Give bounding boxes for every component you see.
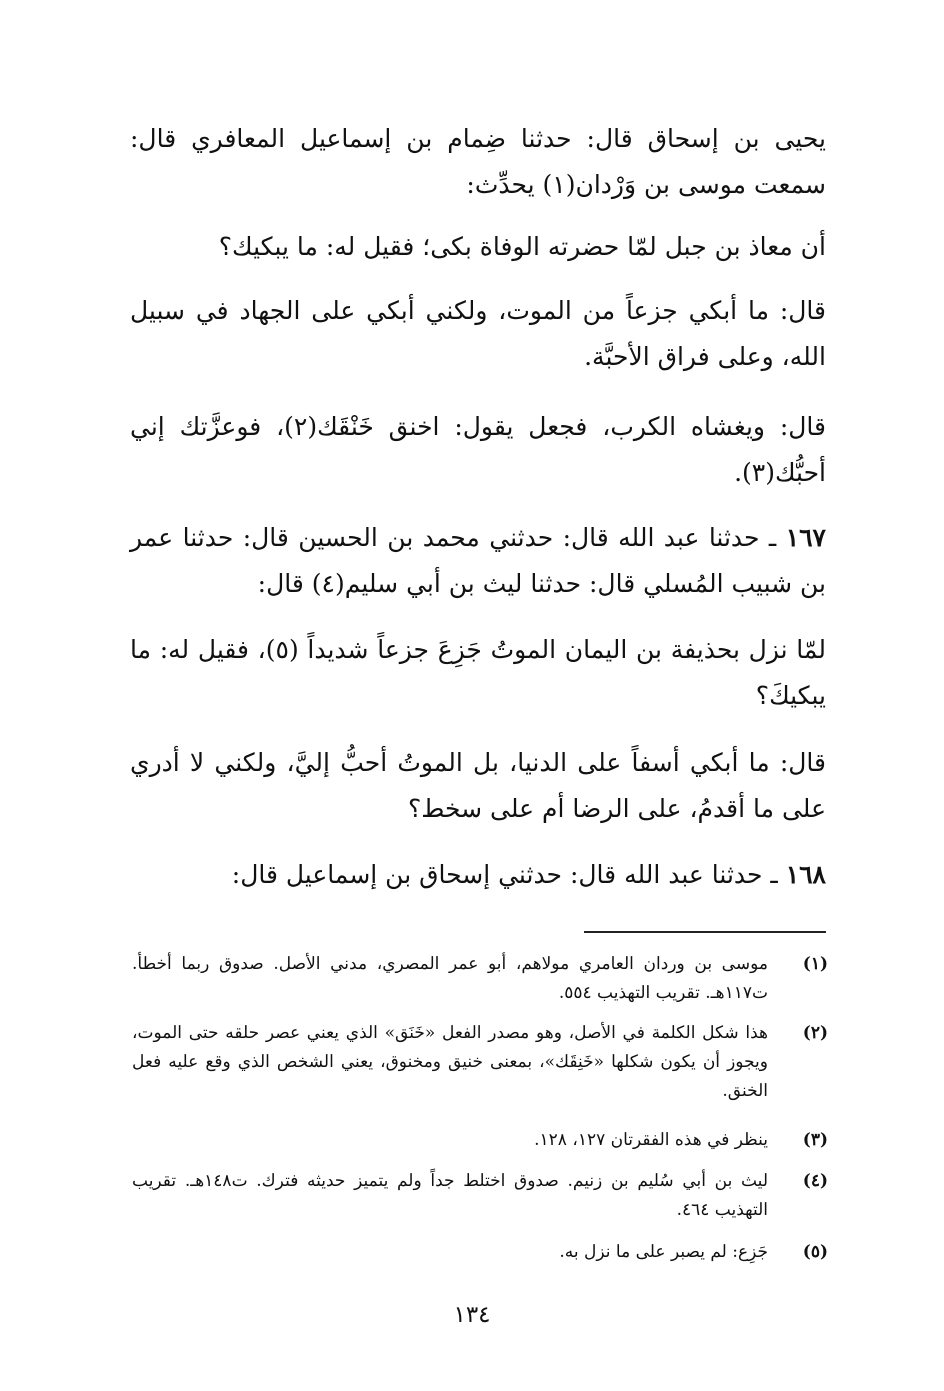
footnote-marker: (٣) bbox=[802, 1130, 828, 1150]
footnote-text: جَزِع: لم يصبر على ما نزل به. bbox=[559, 1242, 768, 1262]
footnote-marker: (٤) bbox=[802, 1171, 828, 1191]
footnote-3 bbox=[132, 1126, 828, 1155]
paragraph-text: قال: ما أبكي جزعاً من الموت، ولكني أبكي على الجهاد في سبيل الله، وعلى فراق الأحبَّة. bbox=[130, 296, 826, 371]
paragraph-text: ـ حدثنا عبد الله قال: حدثني محمد بن الحسين قال: حدثنا عمر بن شبيب المُسلي قال: حدثنا ليث بن أبي سليم(٤) قال: bbox=[130, 523, 826, 598]
footnote-marker: (٢) bbox=[802, 1023, 828, 1043]
footnote-1 bbox=[132, 950, 828, 1008]
paragraph-hudhayfa-narration bbox=[130, 627, 826, 719]
footnote-marker: (٥) bbox=[802, 1242, 828, 1262]
paragraph-hudhayfa-reply bbox=[130, 740, 826, 832]
paragraph-text: قال: ما أبكي أسفاً على الدنيا، بل الموتُ أحبُّ إليَّ، ولكني لا أدري على ما أقدمُ، على الرضا أم على سخط؟ bbox=[130, 748, 826, 823]
paragraph-isnad-1 bbox=[130, 116, 826, 208]
paragraph-narration-167 bbox=[130, 515, 826, 607]
footnote-4 bbox=[132, 1167, 828, 1225]
paragraph-muadh-reply bbox=[130, 288, 826, 380]
footnote-divider bbox=[584, 931, 826, 933]
footnote-text: ينظر في هذه الفقرتان ١٢٧، ١٢٨. bbox=[534, 1130, 768, 1150]
footnote-2 bbox=[132, 1019, 828, 1106]
paragraph-narration-168 bbox=[130, 852, 826, 898]
paragraph-text: يحيى بن إسحاق قال: حدثنا ضِمام بن إسماعيل المعافري قال: سمعت موسى بن وَرْدان(١) يحدِّث: bbox=[130, 124, 826, 199]
paragraph-muadh-death bbox=[130, 404, 826, 496]
paragraph-text: لمّا نزل بحذيفة بن اليمان الموتُ جَزِعَ جزعاً شديداً (٥)، فقيل له: ما يبكيكَ؟ bbox=[130, 635, 826, 710]
footnote-marker: (١) bbox=[802, 954, 828, 974]
paragraph-text: أن معاذ بن جبل لمّا حضرته الوفاة بكى؛ فقيل له: ما يبكيك؟ bbox=[218, 232, 826, 261]
narration-number: ١٦٧ bbox=[785, 523, 826, 552]
footnote-text: هذا شكل الكلمة في الأصل، وهو مصدر الفعل «خَنَق» الذي يعني عصر حلقه حتى الموت، ويجوز أن يكون شكلها «خَنِقَك»، بمعنى خنيق ومخنوق، يعني الشخص الذي وقع عليه فعل الخنق. bbox=[132, 1023, 768, 1101]
footnote-text: ليث بن أبي سُليم بن زنيم. صدوق اختلط جداً ولم يتميز حديثه فترك. ت١٤٨هـ. تقريب التهذيب ٤٦٤. bbox=[132, 1171, 768, 1220]
paragraph-text: قال: ويغشاه الكرب، فجعل يقول: اخنق خَنْقَك(٢)، فوعزَّتك إني أحبُّك(٣). bbox=[130, 412, 827, 487]
footnote-5 bbox=[132, 1238, 828, 1267]
footnote-text: موسى بن وردان العامري مولاهم، أبو عمر المصري، مدني الأصل. صدوق ربما أخطأ. ت١١٧هـ. تقريب التهذيب ٥٥٤. bbox=[132, 954, 768, 1003]
paragraph-muadh-narration bbox=[130, 224, 826, 270]
page-number: ١٣٤ bbox=[453, 1302, 491, 1328]
paragraph-text: ـ حدثنا عبد الله قال: حدثني إسحاق بن إسماعيل قال: bbox=[231, 860, 778, 889]
narration-number: ١٦٨ bbox=[785, 860, 826, 889]
